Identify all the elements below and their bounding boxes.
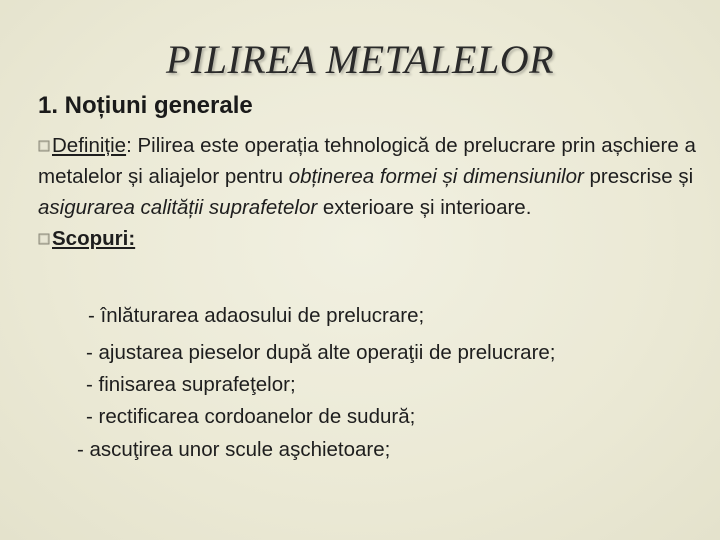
list-item: - finisarea suprafeţelor; [86,373,296,396]
checkbox-square-icon [38,233,50,245]
checkbox-square-icon [38,140,50,152]
list-item: - ascuţirea unor scule aşchietoare; [77,438,391,461]
definition-label: Definiție [52,134,127,157]
definition-italic-1: obținerea formei și dimensiunilor [288,165,584,188]
definition-text-1: Pilirea este operația tehnologică de prelucrare prin așchiere a metalelor și aliajelor pentru [38,134,696,188]
list-item: - rectificarea cordoanelor de sudură; [86,405,416,428]
list-item: - înlăturarea adaosului de prelucrare; [88,304,425,327]
list-item: - ajustarea pieselor după alte operaţii de prelucrare; [86,341,556,364]
definition-colon: : [126,134,138,157]
purposes-label: Scopuri: [52,227,136,250]
slide-title: PILIREA METALELOR [165,37,555,82]
definition-text-2: prescrise și [583,165,694,188]
definition-text-3: exterioare și interioare. [317,196,532,219]
definition-italic-2: asigurarea calității suprafetelor [38,196,318,219]
section-heading: 1. Noțiuni generale [38,92,253,119]
definition-paragraph [38,130,698,254]
